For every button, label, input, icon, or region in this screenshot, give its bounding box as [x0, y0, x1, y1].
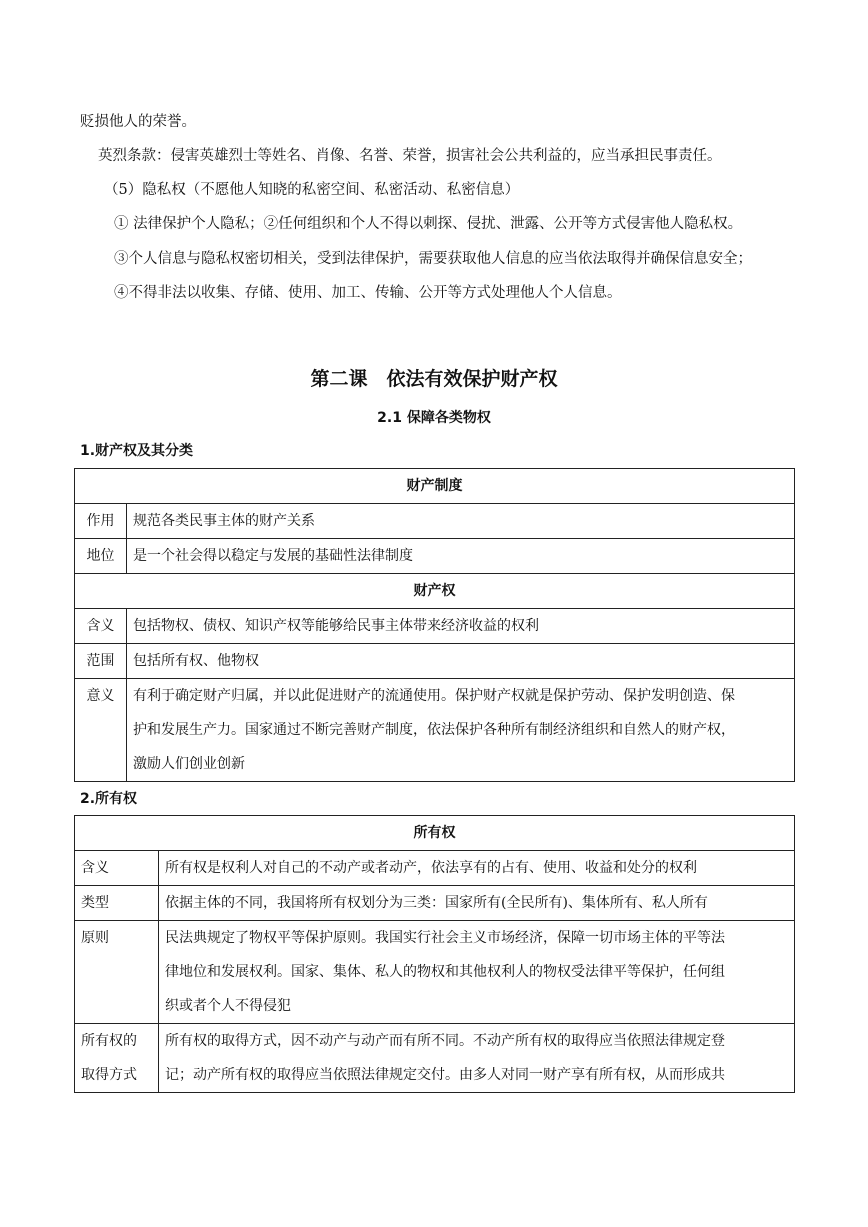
section-title-property-rights: 1.财产权及其分类 — [80, 443, 194, 459]
row-label: 类型 — [75, 886, 159, 921]
row-content — [159, 921, 795, 1024]
content-line: 民法典规定了物权平等保护原则。我国实行社会主义市场经济，保障一切市场主体的平等法 — [165, 930, 725, 946]
table-row — [75, 1024, 795, 1093]
row-label: 含义 — [75, 851, 159, 886]
table-header: 所有权 — [75, 816, 795, 851]
content-line: 护和发展生产力。国家通过不断完善财产制度，依法保护各种所有制经济组织和自然人的财产权， — [133, 722, 735, 738]
text-line-privacy-1: ① 法律保护个人隐私；②任何组织和个人不得以刺探、侵扰、泄露、公开等方式侵害他人隐私权。 — [114, 216, 743, 232]
table-row — [75, 644, 795, 679]
text-line-continued: 贬损他人的荣誉。 — [80, 114, 196, 130]
content-line: 律地位和发展权利。国家、集体、私人的物权和其他权利人的物权受法律平等保护，任何组 — [165, 964, 725, 980]
table-row — [75, 539, 795, 574]
table-row — [75, 921, 795, 1024]
property-rights-table — [74, 468, 795, 782]
row-label: 地位 — [75, 539, 127, 574]
table-row — [75, 886, 795, 921]
text-line-privacy-2: ③个人信息与隐私权密切相关，受到法律保护，需要获取他人信息的应当依法取得并确保信息安全； — [114, 251, 752, 267]
label-line: 所有权的 — [81, 1033, 137, 1049]
row-content: 规范各类民事主体的财产关系 — [127, 504, 795, 539]
table-row — [75, 504, 795, 539]
table-row — [75, 851, 795, 886]
subsection-title: 2.1 保障各类物权 — [377, 410, 491, 426]
table-header-row — [75, 574, 795, 609]
content-line: 所有权的取得方式，因不动产与动产而有所不同。不动产所有权的取得应当依照法律规定登 — [165, 1033, 725, 1049]
row-label — [75, 1024, 159, 1093]
text-line-privacy-3: ④不得非法以收集、存储、使用、加工、传输、公开等方式处理他人个人信息。 — [114, 285, 622, 301]
text-line-privacy-heading: （5）隐私权（不愿他人知晓的私密空间、私密活动、私密信息） — [104, 182, 520, 198]
ownership-table — [74, 815, 795, 1093]
table-header-row — [75, 816, 795, 851]
row-label: 含义 — [75, 609, 127, 644]
row-content: 所有权是权利人对自己的不动产或者动产，依法享有的占有、使用、收益和处分的权利 — [159, 851, 795, 886]
table-header: 财产制度 — [75, 469, 795, 504]
row-content: 包括物权、债权、知识产权等能够给民事主体带来经济收益的权利 — [127, 609, 795, 644]
table-row — [75, 679, 795, 782]
row-content — [159, 1024, 795, 1093]
row-content: 包括所有权、他物权 — [127, 644, 795, 679]
row-label: 原则 — [75, 921, 159, 1024]
content-line: 记；动产所有权的取得应当依照法律规定交付。由多人对同一财产享有所有权，从而形成共 — [165, 1067, 725, 1083]
table-header-row — [75, 469, 795, 504]
row-label: 作用 — [75, 504, 127, 539]
table-header: 财产权 — [75, 574, 795, 609]
content-line: 织或者个人不得侵犯 — [165, 998, 291, 1014]
content-line: 激励人们创业创新 — [133, 756, 245, 772]
row-content: 依据主体的不同，我国将所有权划分为三类：国家所有(全民所有)、集体所有、私人所有 — [159, 886, 795, 921]
row-label: 意义 — [75, 679, 127, 782]
lesson-title: 第二课 依法有效保护财产权 — [310, 368, 558, 390]
row-label: 范围 — [75, 644, 127, 679]
row-content: 是一个社会得以稳定与发展的基础性法律制度 — [127, 539, 795, 574]
text-line-martyr-clause: 英烈条款：侵害英雄烈士等姓名、肖像、名誉、荣誉，损害社会公共利益的，应当承担民事责任。 — [98, 148, 722, 164]
label-line: 取得方式 — [81, 1067, 137, 1083]
row-content — [127, 679, 795, 782]
table-row — [75, 609, 795, 644]
section-title-ownership: 2.所有权 — [80, 791, 138, 807]
content-line: 有利于确定财产归属，并以此促进财产的流通使用。保护财产权就是保护劳动、保护发明创造、保 — [133, 688, 735, 704]
